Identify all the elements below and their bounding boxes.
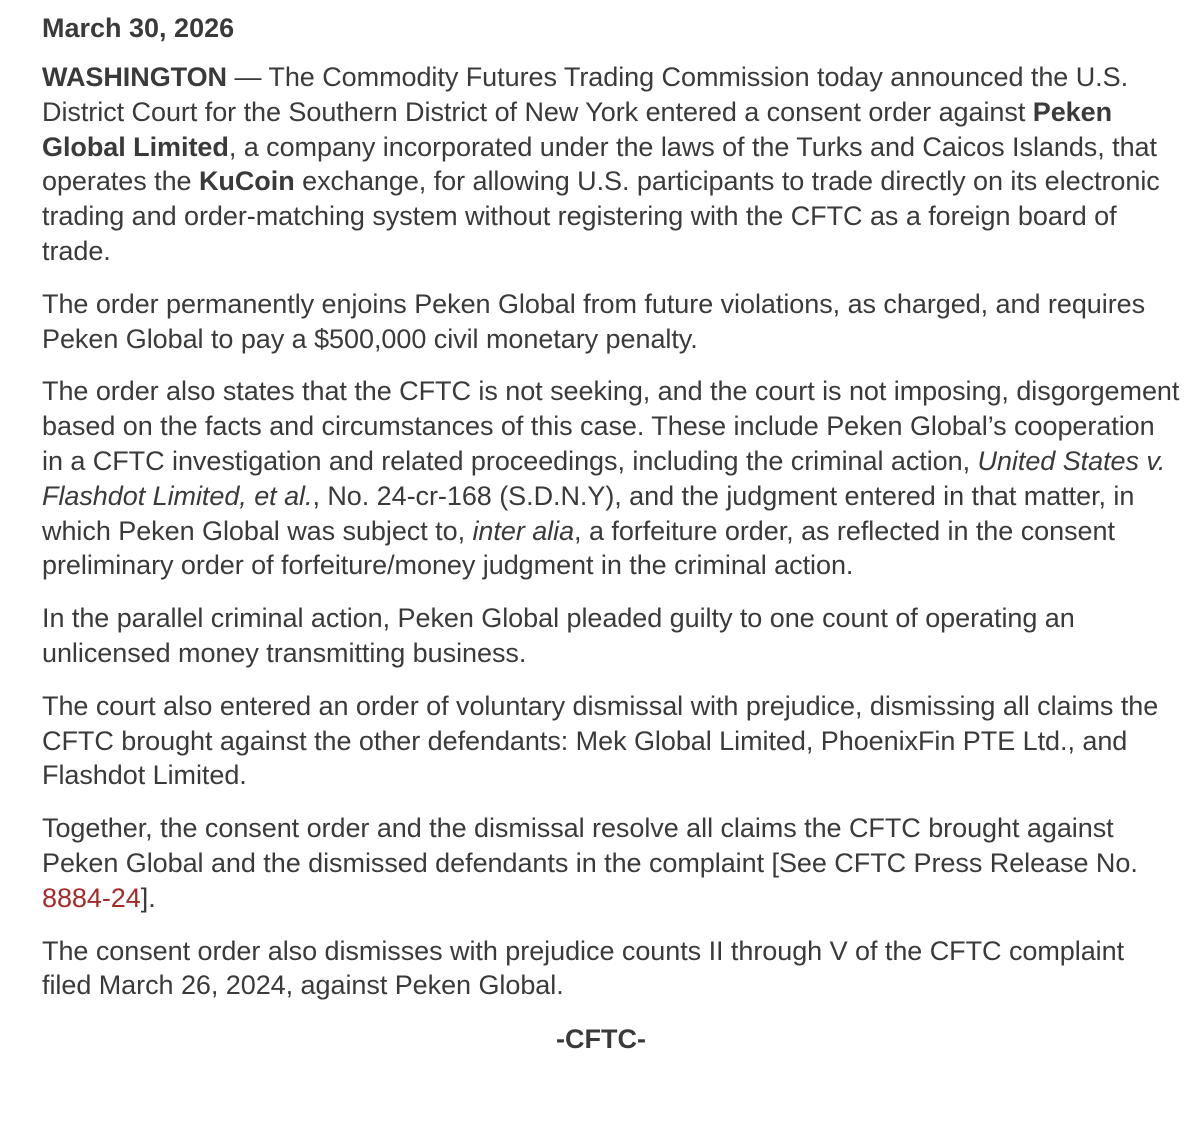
paragraph-criminal-action: In the parallel criminal action, Peken Global pleaded guilty to one count of operating an unlicensed money transmitting business. (42, 603, 1075, 668)
paragraph-text: ]. (140, 882, 156, 913)
case-name: United States v. Flashdot Limited, et al. (42, 445, 1166, 511)
paragraph-text: Together, the consent order and the dismissal resolve all claims the CFTC brought against Peken Global and the dismissed defendants in the complaint [See CFTC Press Release No. (42, 813, 1138, 878)
latin-phrase: inter alia (472, 515, 575, 546)
dateline: WASHINGTON (42, 62, 228, 92)
paragraph-announcement (42, 60, 1180, 269)
paragraph-resolution (42, 811, 1180, 915)
paragraph-text: — The Commodity Futures Trading Commission today announced the U.S. District Court for the Southern District of New York entered a consent order against (42, 62, 1129, 127)
paragraph-text: , a forfeiture order, as reflected in the consent preliminary order of forfeiture/money judgment in the criminal action. (42, 515, 1115, 581)
paragraph-text: exchange, for allowing U.S. participants to trade directly on its electronic trading and order-matching system without registering with the CFTC as a foreign board of trade. (42, 166, 1160, 266)
paragraph-text: The order also states that the CFTC is not seeking, and the court is not imposing, disgorgement based on the facts and circumstances of this case. These include Peken Global’s cooperation in a CFTC investigation and related proceedings, including the criminal action, (42, 376, 1180, 476)
company-name: Peken Global Limited (42, 96, 1113, 162)
paragraph-text: , a company incorporated under the laws of the Turks and Caicos Islands, that operates the (42, 131, 1157, 197)
paragraph-text: , No. 24-cr-168 (S.D.N.Y), and the judgment entered in that matter, in which Peken Global was subject to, (42, 480, 1135, 546)
signoff: -CFTC- (556, 1024, 646, 1055)
paragraph-disgorgement (42, 374, 1180, 583)
release-date: March 30, 2026 (42, 13, 235, 43)
exchange-name: KuCoin (198, 166, 295, 197)
paragraph-penalty: The order permanently enjoins Peken Global from future violations, as charged, and requires Peken Global to pay a $500,000 civil monetary penalty. (42, 288, 1146, 354)
paragraph-counts-dismissed: The consent order also dismisses with prejudice counts II through V of the CFTC complaint filed March 26, 2024, against Peken Global. (42, 935, 1125, 1001)
press-release-link[interactable]: 8884-24 (42, 882, 141, 913)
paragraph-dismissal: The court also entered an order of voluntary dismissal with prejudice, dismissing all claims the CFTC brought against the other defendants: Mek Global Limited, PhoenixFin PTE Ltd., and Flashdot Limited. (42, 690, 1159, 791)
